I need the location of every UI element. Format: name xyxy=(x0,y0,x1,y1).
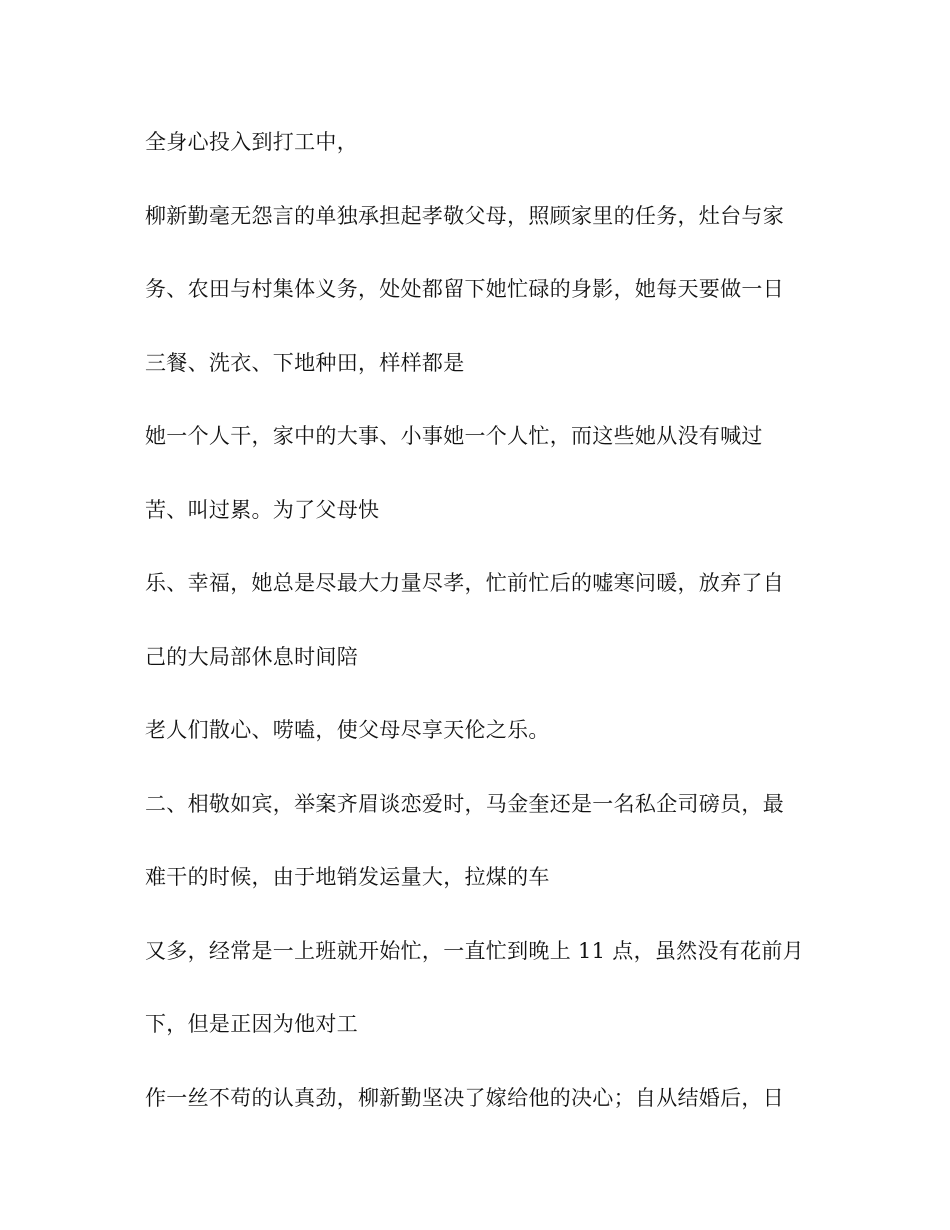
text-line: 柳新勤毫无怨言的单独承担起孝敬父母，照顾家里的任务，灶台与家 xyxy=(145,204,784,228)
text-line: 苦、叫过累。为了父母快 xyxy=(145,498,380,522)
text-line: 下，但是正因为他对工 xyxy=(145,1012,358,1036)
text-line: 三餐、洗衣、下地种田，样样都是 xyxy=(145,351,465,375)
text-line: 她一个人干，家中的大事、小事她一个人忙，而这些她从没有喊过 xyxy=(145,424,763,448)
text-line: 全身心投入到打工中， xyxy=(145,130,358,154)
text-line: 作一丝不苟的认真劲，柳新勤坚决了嫁给他的决心；自从结婚后，日 xyxy=(145,1086,784,1110)
text-line: 难干的时候，由于地销发运量大，拉煤的车 xyxy=(145,865,550,889)
text-line: 老人们散心、唠嗑，使父母尽享天伦之乐。 xyxy=(145,718,550,742)
text-line: 务、农田与村集体义务，处处都留下她忙碌的身影，她每天要做一日 xyxy=(145,277,784,301)
text-line: 乐、幸福，她总是尽最大力量尽孝，忙前忙后的嘘寒问暖，放弃了自 xyxy=(145,571,784,595)
text-line: 己的大局部休息时间陪 xyxy=(145,645,358,669)
text-line: 又多，经常是一上班就开始忙，一直忙到晚上 11 点，虽然没有花前月 xyxy=(145,939,804,963)
text-line: 二、相敬如宾，举案齐眉谈恋爱时，马金奎还是一名私企司磅员，最 xyxy=(145,792,784,816)
